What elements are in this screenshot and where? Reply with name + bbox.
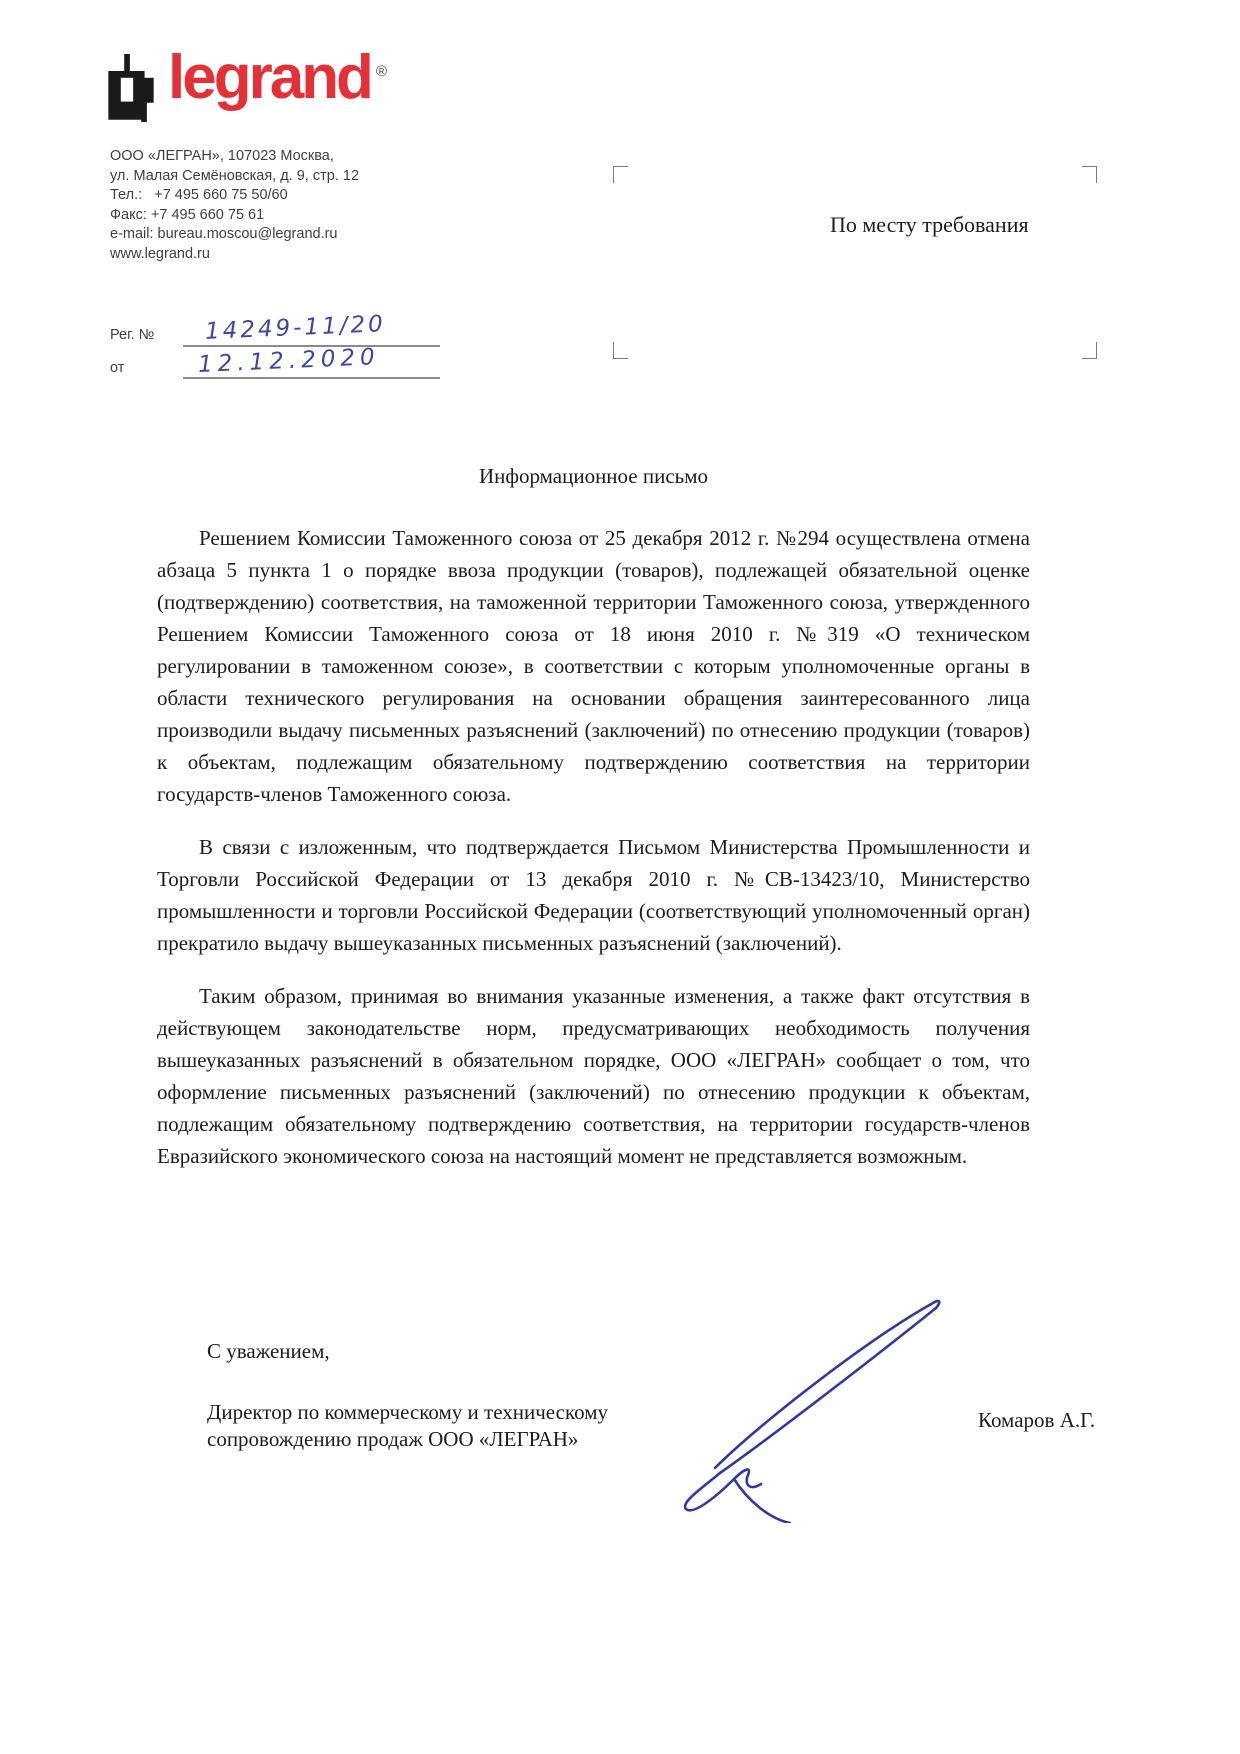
- closing-salutation: С уважением,: [207, 1339, 330, 1363]
- letter-paragraph: В связи с изложенным, что подтверждается Письмом Министерства Промышленности и Торговли Российской Федерации от 13 декабря 2010 г. №СВ-13423/10, Министерство промышленности и торговли Российской Федерации (соответствующий уполномоченный орган) прекратило выдачу вышеуказанных письменных разъяснений (заключений).: [157, 835, 1030, 955]
- legrand-wordmark-text: legrand: [168, 43, 371, 112]
- address-line: ул. Малая Семёновская, д. 9, стр. 12: [110, 167, 360, 184]
- letter-paragraph: Таким образом, принимая во внимания указанные изменения, а также факт отсутствия в действующем законодательстве норм, предусматривающих необходимость получения вышеуказанных разъяснений в обязательном порядке, ООО «ЛЕГРАН» сообщает о том, что оформление письменных разъяснений (заключений) по отнесению продукции к объектам, подлежащим обязательному подтверждению соответствия, на территории государств-членов Евразийского экономического союза на настоящий момент не представляется возможным.: [157, 984, 1030, 1168]
- reg-number-label: Рег. №: [110, 327, 155, 343]
- address-line: Факс: +7 495 660 75 61: [110, 206, 265, 223]
- address-line: www.legrand.ru: [110, 245, 210, 262]
- handwritten-date: 12.12.2020: [197, 344, 381, 378]
- letter-body: [157, 522, 1030, 1193]
- date-label: от: [110, 360, 125, 376]
- recipient-line: По месту требования: [830, 212, 1029, 237]
- address-line: Тел.: +7 495 660 75 50/60: [110, 187, 288, 203]
- window-corner-mark-bottom-left: [613, 342, 628, 359]
- date-underline: [183, 377, 440, 379]
- sender-address-block: [110, 147, 359, 264]
- address-line: ООО «ЛЕГРАН», 107023 Москва,: [110, 148, 334, 164]
- legrand-logo: [108, 43, 387, 122]
- signature-icon: [640, 1283, 960, 1523]
- window-corner-mark-bottom-right: [1082, 342, 1097, 359]
- address-line: e-mail: bureau.moscou@legrand.ru: [110, 226, 338, 242]
- legrand-logo-mark-icon: [108, 54, 154, 122]
- signer-title-line: сопровождению продаж ООО «ЛЕГРАН»: [207, 1427, 579, 1451]
- registered-trademark-symbol: ®: [375, 63, 387, 80]
- handwritten-reg-number: 14249-11/20: [204, 311, 387, 345]
- signer-name: Комаров А.Г.: [978, 1408, 1096, 1432]
- letter-paragraph: Решением Комиссии Таможенного союза от 25 декабря 2012 г. №294 осуществлена отмена абзаца 5 пункта 1 о порядке ввоза продукции (товаров), подлежащей обязательной оценке (подтверждению) соответствия, на таможенной территории Таможенного союза, утвержденного Решением Комиссии Таможенного союза от 18 июня 2010 г. №319 «О техническом регулировании в таможенном союзе», в соответствии с которым уполномоченные органы в области технического регулирования на основании обращения заинтересованного лица производили выдачу письменных разъяснений (заключений) по отнесению продукции (товаров) к объектам, подлежащим обязательному подтверждению соответствия на территории государств-членов Таможенного союза.: [157, 526, 1030, 806]
- letter-title: Информационное письмо: [478, 464, 709, 488]
- signer-title-line: Директор по коммерческому и техническому: [207, 1400, 608, 1424]
- window-corner-mark-top-left: [613, 166, 628, 183]
- legrand-wordmark: [168, 43, 387, 112]
- window-corner-mark-top-right: [1082, 166, 1097, 183]
